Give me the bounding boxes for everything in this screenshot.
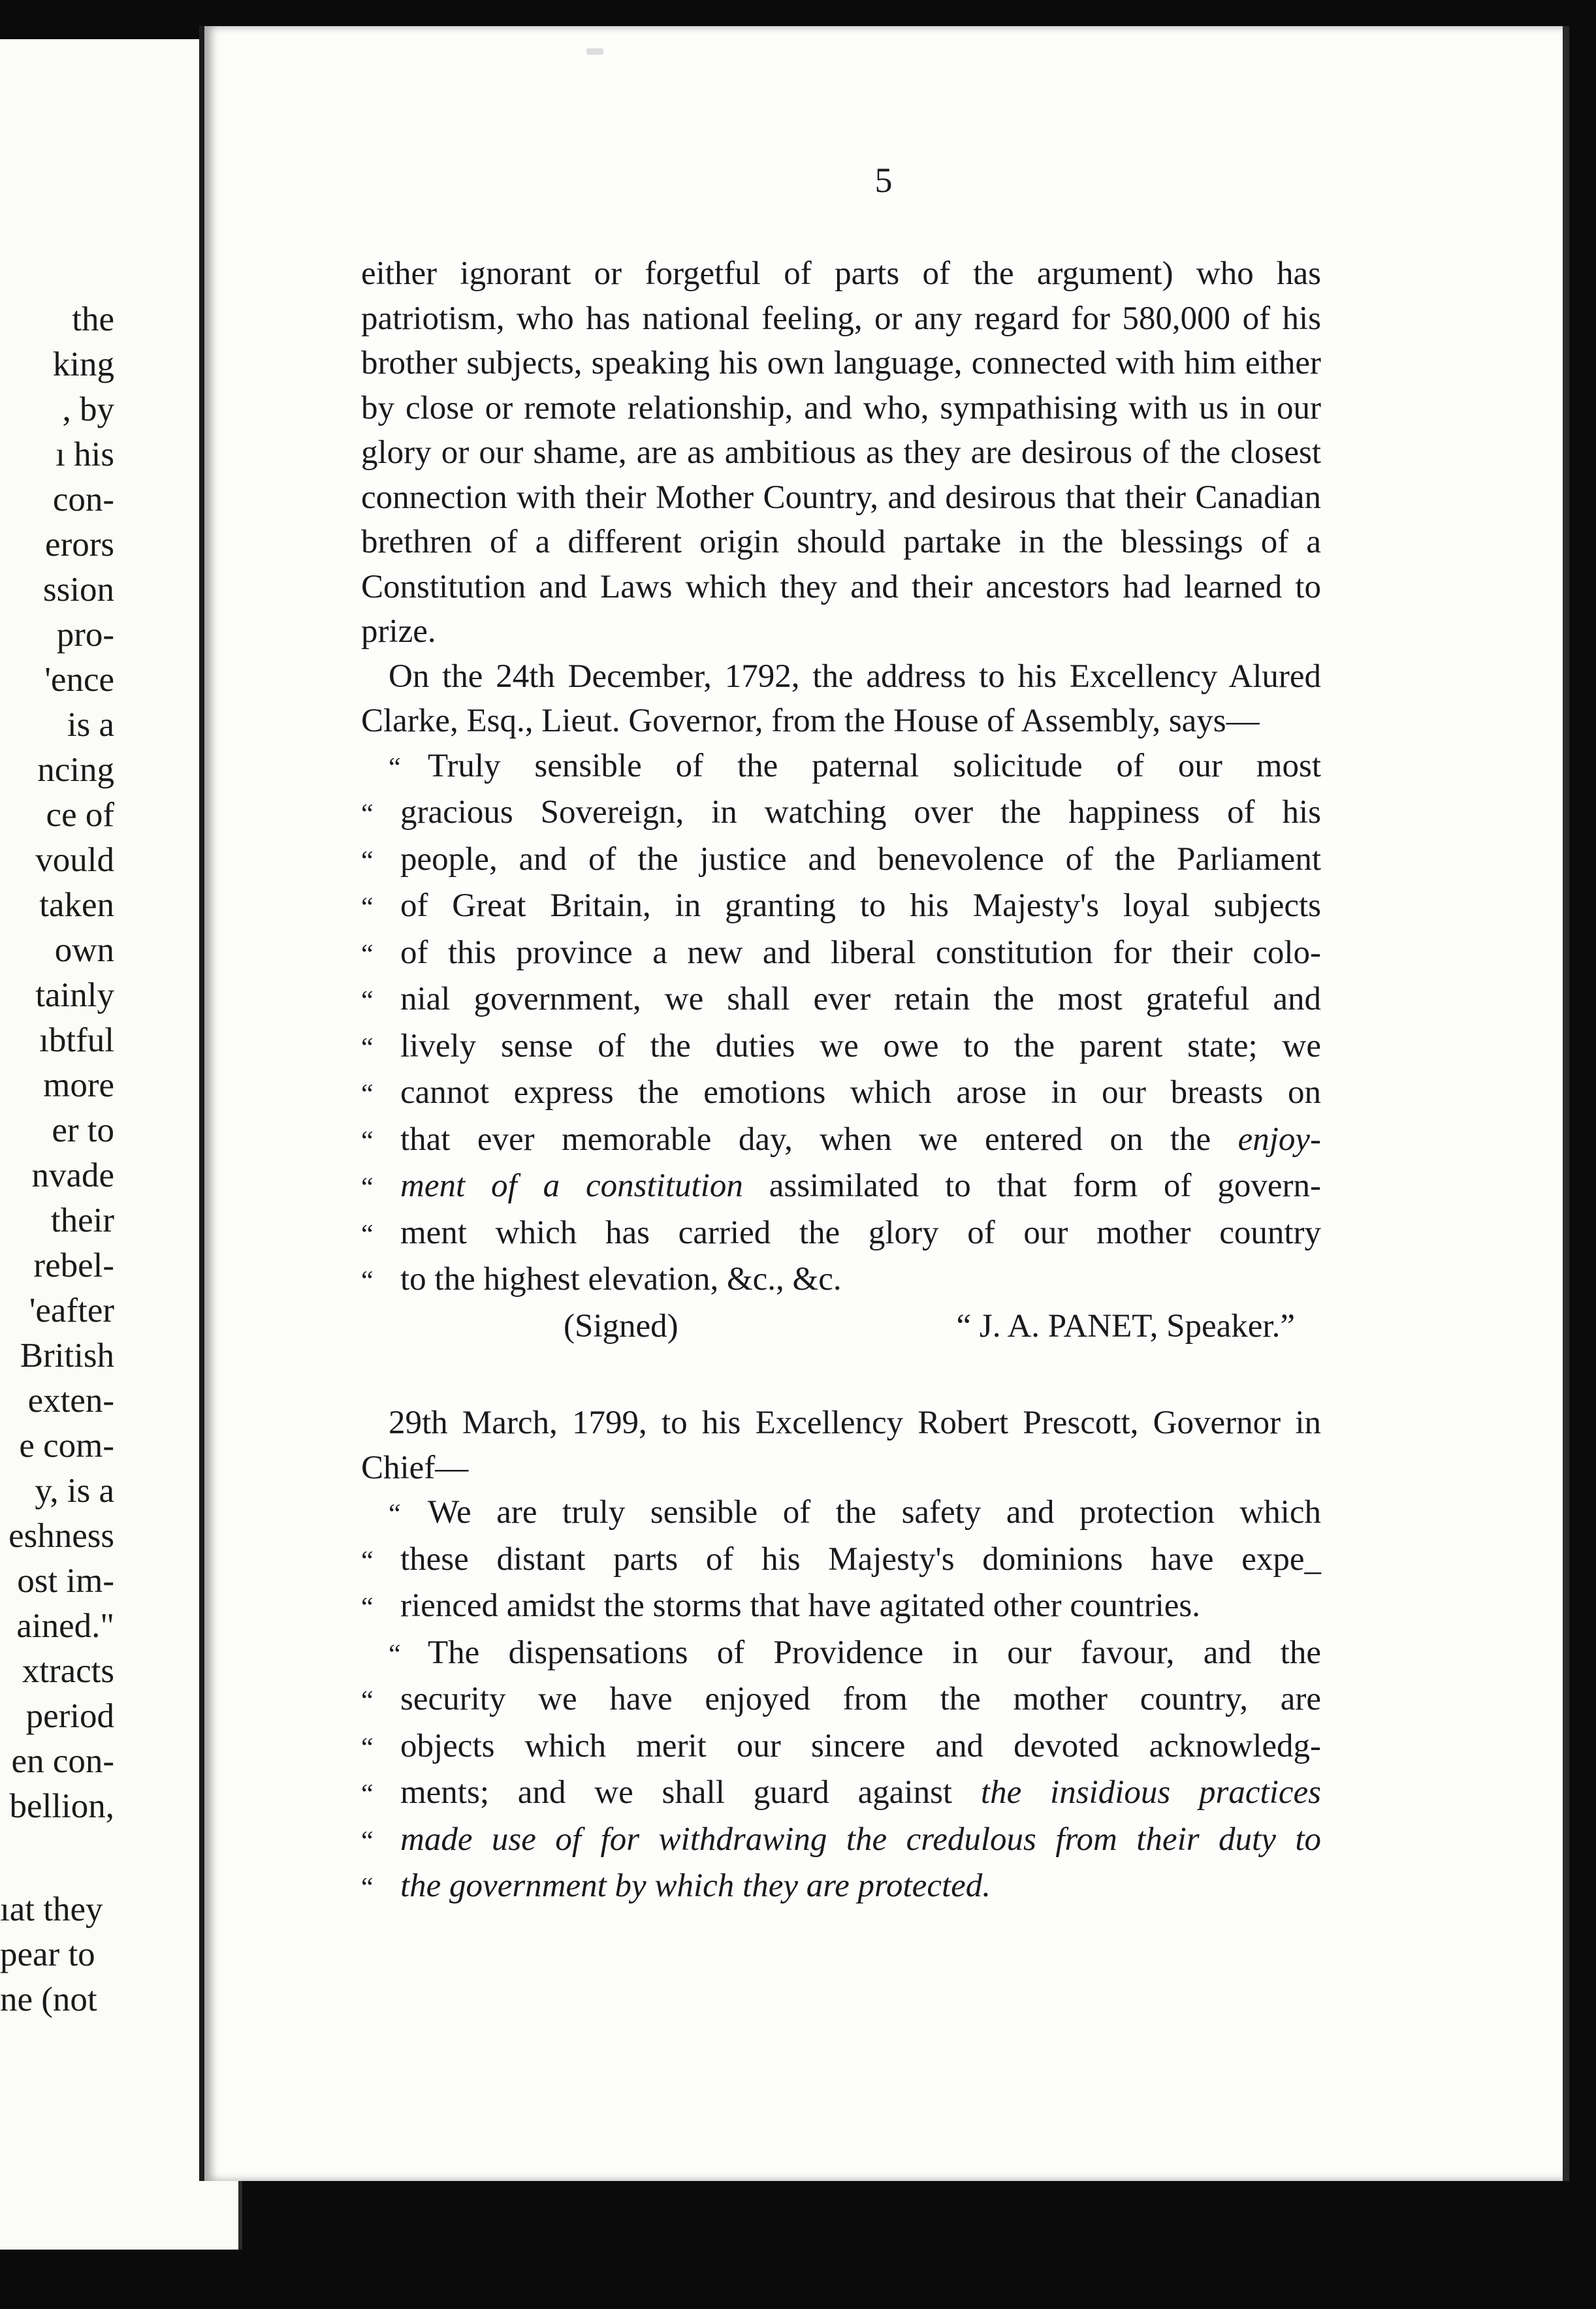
quote-line <box>361 1631 1321 1678</box>
quote-line <box>361 1724 1321 1771</box>
quote-text-roman: assimilated to that form of govern- <box>742 1168 1321 1204</box>
quote-text-roman: these distant parts of his Majesty's dominions have expe_ <box>400 1540 1321 1578</box>
facing-page-line: the <box>72 300 114 338</box>
quote-text <box>400 1164 1321 1209</box>
quote-text-roman: nial government, we shall ever retain the most grateful and <box>400 981 1321 1017</box>
facing-page-line: eshness <box>8 1517 114 1555</box>
facing-page-line: ained." <box>16 1607 114 1645</box>
facing-page-line: king <box>52 345 114 383</box>
quote-text <box>400 1677 1321 1722</box>
facing-page-line: British <box>20 1337 114 1375</box>
quote-line <box>361 1211 1321 1258</box>
quote-line <box>361 1024 1321 1071</box>
facing-page-line: period <box>25 1697 114 1735</box>
quote-line <box>361 744 1321 791</box>
quote-text <box>400 1770 1321 1815</box>
quote-mark: “ <box>361 986 374 1016</box>
paragraph-address-1792: On the 24th December, 1792, the address to his Excellency Alured Clarke, Esq., Lieut. Governor, from the House of Assembly, says— <box>361 658 1321 739</box>
quote-line <box>361 884 1321 931</box>
quote-text <box>400 1070 1321 1115</box>
quote-mark: “ <box>361 1032 374 1063</box>
quote-text-roman: that ever memorable day, when we entered on the <box>400 1121 1238 1158</box>
quote-text <box>400 790 1321 835</box>
quote-text <box>400 1211 1321 1256</box>
facing-page-tail-text <box>0 1887 103 2022</box>
facing-page-line: tainly <box>35 976 114 1014</box>
quote-mark: “ <box>361 1219 374 1250</box>
facing-page-line: is a <box>67 706 114 744</box>
quote-line <box>361 1864 1321 1911</box>
facing-page-line: own <box>54 931 114 969</box>
facing-page-line: con- <box>52 481 114 518</box>
signature-line <box>361 1304 1321 1349</box>
quote-mark: “ <box>361 1546 374 1576</box>
facing-page-line: bellion, <box>9 1787 114 1825</box>
quote-mark: “ <box>361 1079 374 1109</box>
quote-line <box>361 1537 1321 1584</box>
facing-page-line: ne (not <box>0 1981 97 2018</box>
facing-page-line: , by <box>62 390 114 428</box>
facing-page-line: their <box>50 1202 114 1239</box>
quote-mark: “ <box>361 1173 374 1203</box>
quote-text-roman: objects which merit our sincere and devoted acknowledg- <box>400 1727 1321 1764</box>
quote-text-roman: ment which has carried the glory of our mother country <box>400 1214 1321 1251</box>
facing-page-line: e com- <box>19 1427 114 1465</box>
facing-page-line: 'eafter <box>29 1292 114 1330</box>
quote-mark: “ <box>361 1266 374 1296</box>
quote-text <box>428 1631 1321 1676</box>
quote-text-roman: security we have enjoyed from the mother country, are <box>400 1681 1321 1717</box>
quote-text-italic: enjoy- <box>1237 1121 1321 1158</box>
quote-mark: “ <box>361 1826 374 1856</box>
quote-text-roman: The dispensations of Providence in our favour, and the <box>428 1634 1321 1671</box>
quote-mark: “ <box>361 1779 374 1809</box>
facing-page-line: rebel- <box>33 1247 114 1284</box>
quote-line <box>361 1070 1321 1117</box>
quote-mark: “ <box>361 1873 374 1903</box>
quote-line <box>361 931 1321 978</box>
quote-mark: “ <box>361 939 374 970</box>
quote-text-roman: rienced amidst the storms that have agitated other countries. <box>400 1587 1201 1624</box>
quote-mark: “ <box>361 1593 374 1623</box>
quote-text-italic: the insidious practices <box>980 1774 1321 1811</box>
facing-page-line: ncing <box>37 751 114 789</box>
quote-mark: “ <box>361 1126 374 1156</box>
quote-line <box>361 1490 1321 1537</box>
paragraph-continuation: either ignorant or forgetful of parts of the argument) who has patriotism, who has national feeling, or any regard for 580,000 of his brother subjects, speaking his own language, connected with him either by close or remote relationship, and who, sympathising with us in our glory or our shame, are as ambitious as they are desirous of the closest connection with their Mother Country, and desirous that their Canadian brethren of a different origin should partake in the blessings of a Constitution and Laws which they and their ancestors had learned to prize. <box>361 255 1321 650</box>
quote-line <box>361 1164 1321 1211</box>
quote-text-roman: cannot express the emotions which arose in our breasts on <box>400 1074 1321 1111</box>
section-spacer <box>361 1348 1321 1401</box>
quote-mark: “ <box>361 799 374 829</box>
page-body <box>361 251 1321 1911</box>
facing-page-line: pro- <box>56 616 114 654</box>
signatory-name: “ J. A. PANET, Speaker.” <box>956 1307 1295 1345</box>
quote-text <box>400 1117 1321 1162</box>
signed-label: (Signed) <box>564 1307 678 1345</box>
page-number: 5 <box>874 161 893 200</box>
facing-page-line: ost im- <box>17 1562 114 1600</box>
quote-text <box>400 1024 1321 1069</box>
facing-page-line: 'ence <box>44 661 114 699</box>
facing-page-line: xtracts <box>22 1652 114 1690</box>
quote-text-roman: people, and of the justice and benevolence of the Parliament <box>400 840 1321 878</box>
quote-text <box>400 1817 1321 1862</box>
quote-text <box>400 1724 1321 1769</box>
quote-mark: “ <box>361 1686 374 1716</box>
quotation-dispensations <box>361 1631 1321 1911</box>
facing-page-line: exten- <box>27 1382 114 1420</box>
quote-line <box>361 1677 1321 1724</box>
quote-mark: “ <box>361 893 374 923</box>
quote-text <box>428 744 1321 789</box>
quote-text <box>428 1490 1321 1535</box>
quotation-assembly-address <box>361 744 1321 1304</box>
quote-line <box>361 977 1321 1024</box>
facing-page-line: y, is a <box>35 1472 114 1510</box>
quote-line <box>361 1584 1321 1631</box>
facing-page-line: erors <box>45 526 114 564</box>
quote-line <box>361 1770 1321 1817</box>
quote-text-italic: made use of for withdrawing the credulous from their duty to <box>400 1821 1321 1858</box>
quote-mark: “ <box>361 1732 374 1763</box>
quote-text <box>400 1584 1321 1629</box>
facing-page-line: ssion <box>43 571 114 609</box>
quote-mark: “ <box>389 1499 401 1529</box>
facing-page-line: more <box>43 1066 114 1104</box>
quote-text-roman: ments; and we shall guard against <box>400 1774 981 1811</box>
facing-page-line: vould <box>35 841 114 879</box>
quotation-safety-protection <box>361 1490 1321 1631</box>
quote-mark: “ <box>389 752 401 783</box>
quote-text <box>400 931 1321 976</box>
quote-line <box>361 837 1321 884</box>
quote-text-italic: the government by which they are protected. <box>400 1868 991 1904</box>
quote-mark: “ <box>389 1639 401 1670</box>
quote-text <box>400 1537 1321 1582</box>
facing-page-line: ıat they <box>0 1890 103 1928</box>
quote-text-italic: ment of a constitution <box>400 1168 743 1204</box>
quote-text <box>400 977 1321 1022</box>
facing-page-line: pear to <box>0 1935 95 1973</box>
quote-line <box>361 1817 1321 1864</box>
quote-text-roman: lively sense of the duties we owe to the parent state; we <box>400 1027 1321 1064</box>
facing-page-line: ce of <box>46 796 114 834</box>
facing-page-text <box>0 297 114 1829</box>
quote-text-roman: Truly sensible of the paternal solicitude of our most <box>428 747 1321 784</box>
page-edge-mark <box>586 48 603 55</box>
quote-line <box>361 790 1321 837</box>
quote-line <box>361 1257 1321 1304</box>
facing-page-line: ı his <box>56 436 114 473</box>
quote-text <box>400 884 1321 929</box>
quote-text-roman: of Great Britain, in granting to his Majesty's loyal subjects <box>400 887 1321 924</box>
quote-mark: “ <box>361 846 374 876</box>
quote-text <box>400 1257 1321 1302</box>
paragraph-address-1799: 29th March, 1799, to his Excellency Robert Prescott, Governor in Chief— <box>361 1405 1321 1486</box>
quote-text-roman: of this province a new and liberal constitution for their colo- <box>400 934 1321 971</box>
quote-line <box>361 1117 1321 1164</box>
facing-page-line: nvade <box>31 1156 114 1194</box>
quote-text <box>400 1864 1321 1909</box>
quote-text <box>400 837 1321 882</box>
facing-page-line: taken <box>39 886 114 924</box>
quote-text-roman: to the highest elevation, &c., &c. <box>400 1261 842 1298</box>
book-page <box>199 26 1569 2181</box>
facing-page-line: er to <box>52 1111 114 1149</box>
quote-text-roman: We are truly sensible of the safety and protection which <box>428 1494 1321 1531</box>
facing-page-line: en con- <box>11 1742 114 1780</box>
facing-page-line: ıbtful <box>39 1021 114 1059</box>
quote-text-roman: gracious Sovereign, in watching over the happiness of his <box>400 794 1321 831</box>
